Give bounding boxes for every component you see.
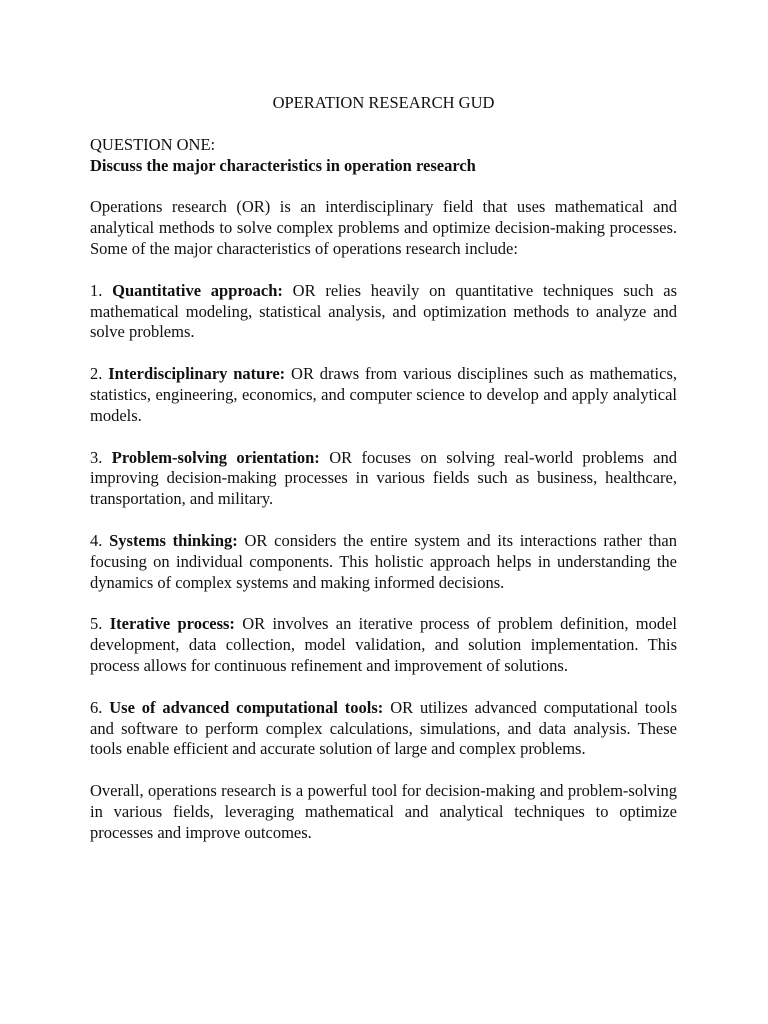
document-title: OPERATION RESEARCH GUD [272, 93, 495, 112]
item-text: OR relies heavily on quantitative techniques such as mathematical modeling, statistical analysis, and optimization methods to analyze and solve problems. [90, 280, 677, 342]
characteristic-item [90, 698, 677, 760]
document-page [90, 93, 677, 865]
item-number: 4. [90, 530, 103, 550]
item-term: Systems thinking: [109, 530, 238, 550]
item-number: 2. [90, 364, 103, 384]
item-text: OR involves an iterative process of problem definition, model development, data collection, model validation, and solution implementation. This process allows for continuous refinement and improvement of solutions. [90, 614, 678, 675]
item-term: Problem-solving orientation: [111, 447, 320, 467]
characteristic-item [90, 531, 677, 593]
item-text: OR utilizes advanced computational tools and software to perform complex calculations, simulations, and data analysis. These tools enable efficient and accurate solution of large and complex problems. [90, 697, 678, 759]
characteristic-item [90, 281, 677, 343]
conclusion-paragraph: Overall, operations research is a powerful tool for decision-making and problem-solving in various fields, leveraging mathematical and analytical techniques to optimize processes and improve outcomes. [90, 781, 677, 842]
item-term: Use of advanced computational tools: [109, 697, 384, 717]
item-term: Interdisciplinary nature: [108, 364, 286, 384]
question-heading: Discuss the major characteristics in operation research [90, 155, 476, 175]
item-term: Iterative process: [109, 614, 235, 634]
item-text: OR considers the entire system and its interactions rather than focusing on individual components. This holistic approach helps in understanding the dynamics of complex systems and making informed decisions. [90, 530, 677, 592]
item-text: OR draws from various disciplines such as mathematics, statistics, engineering, economics, and computer science to develop and apply analytical models. [90, 364, 677, 425]
characteristic-item [90, 614, 677, 676]
characteristic-item [90, 448, 677, 510]
item-term: Quantitative approach: [112, 280, 283, 300]
item-number: 1. [90, 280, 103, 300]
question-label: QUESTION ONE: [90, 134, 216, 154]
item-number: 3. [90, 447, 103, 467]
item-number: 5. [90, 614, 103, 634]
characteristic-item [90, 364, 677, 426]
intro-paragraph: Operations research (OR) is an interdisciplinary field that uses mathematical and analytical methods to solve complex problems and optimize decision-making processes. Some of the major characteristics of operations research include: [90, 197, 677, 258]
item-number: 6. [90, 697, 103, 717]
item-text: OR focuses on solving real-world problems and improving decision-making processes in various fields such as business, healthcare, transportation, and military. [90, 447, 678, 509]
